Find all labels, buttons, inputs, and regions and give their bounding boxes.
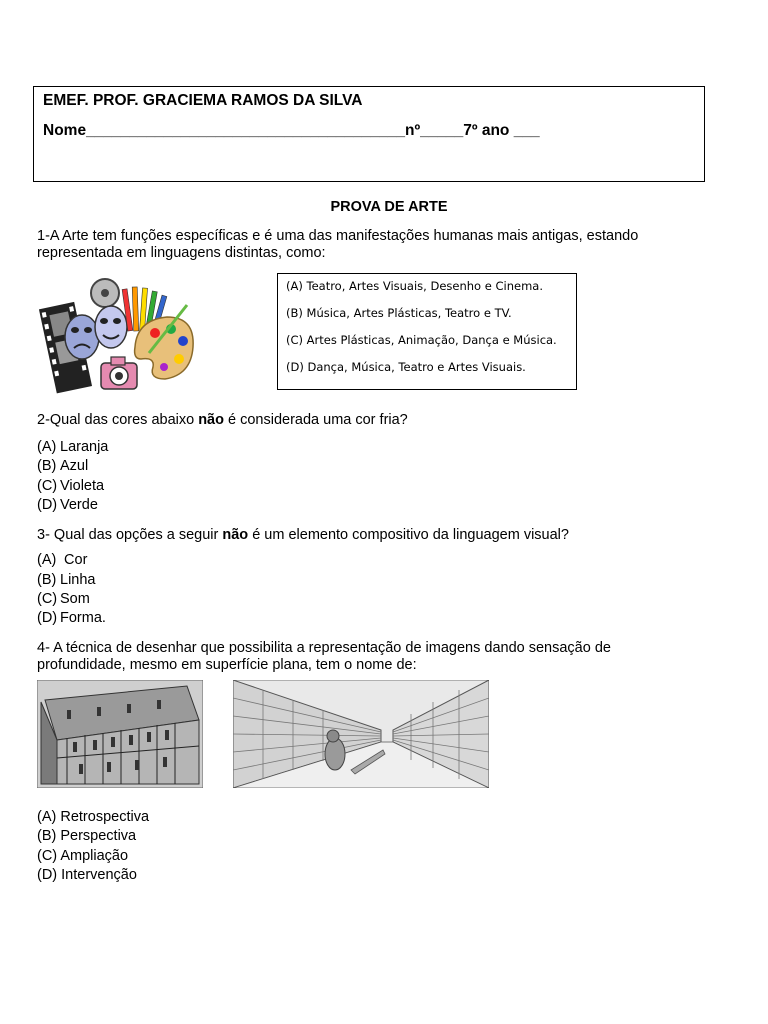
arts-collage-image [37, 275, 197, 400]
question-3-option-a[interactable]: (A) Cor [37, 552, 88, 568]
question-3-option-b[interactable]: (B) Linha [37, 572, 96, 588]
question-3-option-d[interactable]: (D) Forma. [37, 610, 106, 626]
question-3-text: 3- Qual das opções a seguir não é um elemento compositivo da linguagem visual? [37, 527, 569, 543]
question-1-line-1: 1-A Arte tem funções específicas e é uma das manifestações humanas mais antigas, estando [37, 228, 639, 244]
question-1-option-c[interactable]: (C) Artes Plásticas, Animação, Dança e Música. [286, 333, 557, 347]
question-4-option-c[interactable]: (C) Ampliação [37, 848, 129, 864]
question-2-text: 2-Qual das cores abaixo não é considerada uma cor fria? [37, 412, 408, 428]
perspective-corridor-image [233, 680, 489, 788]
question-2-option-a[interactable]: (A) Laranja [37, 439, 109, 455]
school-name: EMEF. PROF. GRACIEMA RAMOS DA SILVA [43, 92, 363, 109]
escher-building-image [37, 680, 203, 788]
question-4-option-a[interactable]: (A) Retrospectiva [37, 809, 150, 825]
question-3-option-c[interactable]: (C) Som [37, 591, 90, 607]
question-4-line-2: profundidade, mesmo em superfície plana, tem o nome de: [37, 657, 417, 673]
name-line: Nome_____________________________________nº_____7º ano ___ [43, 122, 540, 139]
header-box [33, 86, 705, 182]
question-1-line-2: representada em linguagens distintas, como: [37, 245, 326, 261]
question-4-option-b[interactable]: (B) Perspectiva [37, 828, 137, 844]
question-2-option-d[interactable]: (D) Verde [37, 497, 98, 513]
question-4-line-1: 4- A técnica de desenhar que possibilita a representação de imagens dando sensação de [37, 640, 611, 656]
question-4-option-d[interactable]: (D) Intervenção [37, 867, 137, 883]
page-title: PROVA DE ARTE [330, 199, 448, 215]
question-2-option-c[interactable]: (C) Violeta [37, 478, 105, 494]
question-1-option-a[interactable]: (A) Teatro, Artes Visuais, Desenho e Cinema. [286, 279, 543, 293]
question-1-options-box [277, 273, 577, 390]
question-1-option-d[interactable]: (D) Dança, Música, Teatro e Artes Visuais. [286, 360, 526, 374]
question-1-option-b[interactable]: (B) Música, Artes Plásticas, Teatro e TV. [286, 306, 512, 320]
question-2-option-b[interactable]: (B) Azul [37, 458, 89, 474]
